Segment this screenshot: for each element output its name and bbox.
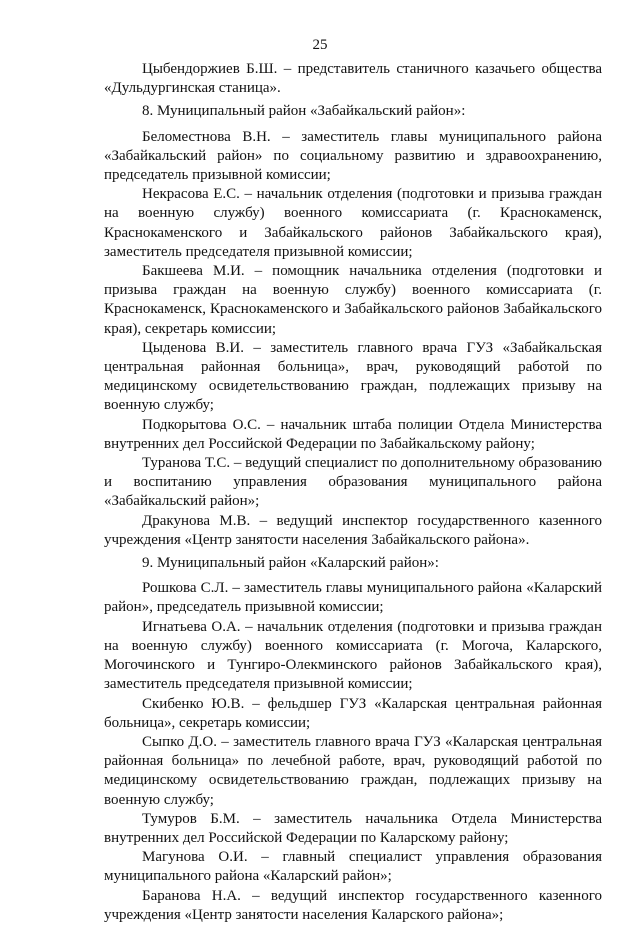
section-heading: 9. Муниципальный район «Каларский район»:	[142, 555, 439, 572]
document-body	[104, 60, 602, 925]
commission-member: Рошкова С.Л. – заместитель главы муниципального района «Каларский район», председатель призывной комиссии;	[104, 580, 602, 616]
commission-member: Беломестнова В.Н. – заместитель главы муниципального района «Забайкальский район» по социальному развитию и здравоохранению, председатель призывной комиссии;	[104, 128, 602, 184]
commission-member: Тумуров Б.М. – заместитель начальника Отдела Министерства внутренних дел Российской Федерации по Каларскому району;	[104, 810, 602, 846]
commission-member: Скибенко Ю.В. – фельдшер ГУЗ «Каларская центральная районная больница», секретарь комиссии;	[104, 695, 602, 731]
commission-member: Баранова Н.А. – ведущий инспектор государственного казенного учреждения «Центр занятости населения Каларского района»;	[104, 887, 602, 923]
section-heading: 8. Муниципальный район «Забайкальский район»:	[142, 103, 466, 120]
commission-member: Некрасова Е.С. – начальник отделения (подготовки и призыва граждан на военную службу) военного комиссариата (г. Краснокаменск, Краснокаменского и Забайкальского районов Забайкальского края), заместитель председателя призывной комиссии;	[104, 186, 602, 260]
commission-member: Сыпко Д.О. – заместитель главного врача ГУЗ «Каларская центральная районная больница» по лечебной работе, врач, руководящий работой по медицинскому освидетельствованию граждан, подлежащих призыву на военную службу;	[104, 733, 602, 808]
commission-member: Туранова Т.С. – ведущий специалист по дополнительному образованию и воспитанию управления образования муниципального района «Забайкальский район»;	[104, 455, 602, 510]
commission-member: Игнатьева О.А. – начальник отделения (подготовки и призыва граждан на военную службу) военного комиссариата (г. Могоча, Каларского, Могочинского и Тунгиро-Олекминского районов Забайкальского края), заместитель председателя призывной комиссии;	[104, 618, 602, 693]
commission-member: Дракунова М.В. – ведущий инспектор государственного казенного учреждения «Центр занятости населения Забайкальского района».	[104, 512, 602, 548]
commission-member: Цыденова В.И. – заместитель главного врача ГУЗ «Забайкальская центральная районная больница», врач, руководящий работой по медицинскому освидетельствованию граждан, подлежащих призыву на военную службу;	[104, 339, 602, 414]
page-number: 25	[312, 37, 328, 53]
commission-member: Подкорытова О.С. – начальник штаба полиции Отдела Министерства внутренних дел Российской Федерации по Забайкальскому району;	[104, 416, 602, 452]
commission-member: Бакшеева М.И. – помощник начальника отделения (подготовки и призыва граждан на военную службу) военного комиссариата (г. Краснокаменск, Краснокаменского и Забайкальского районов Забайкальского края), секретарь комиссии;	[104, 263, 602, 337]
commission-member: Магунова О.И. – главный специалист управления образования муниципального района «Каларский район»;	[104, 849, 602, 885]
commission-member: Цыбендоржиев Б.Ш. – представитель станичного казачьего общества «Дульдургинская станица».	[104, 61, 602, 97]
